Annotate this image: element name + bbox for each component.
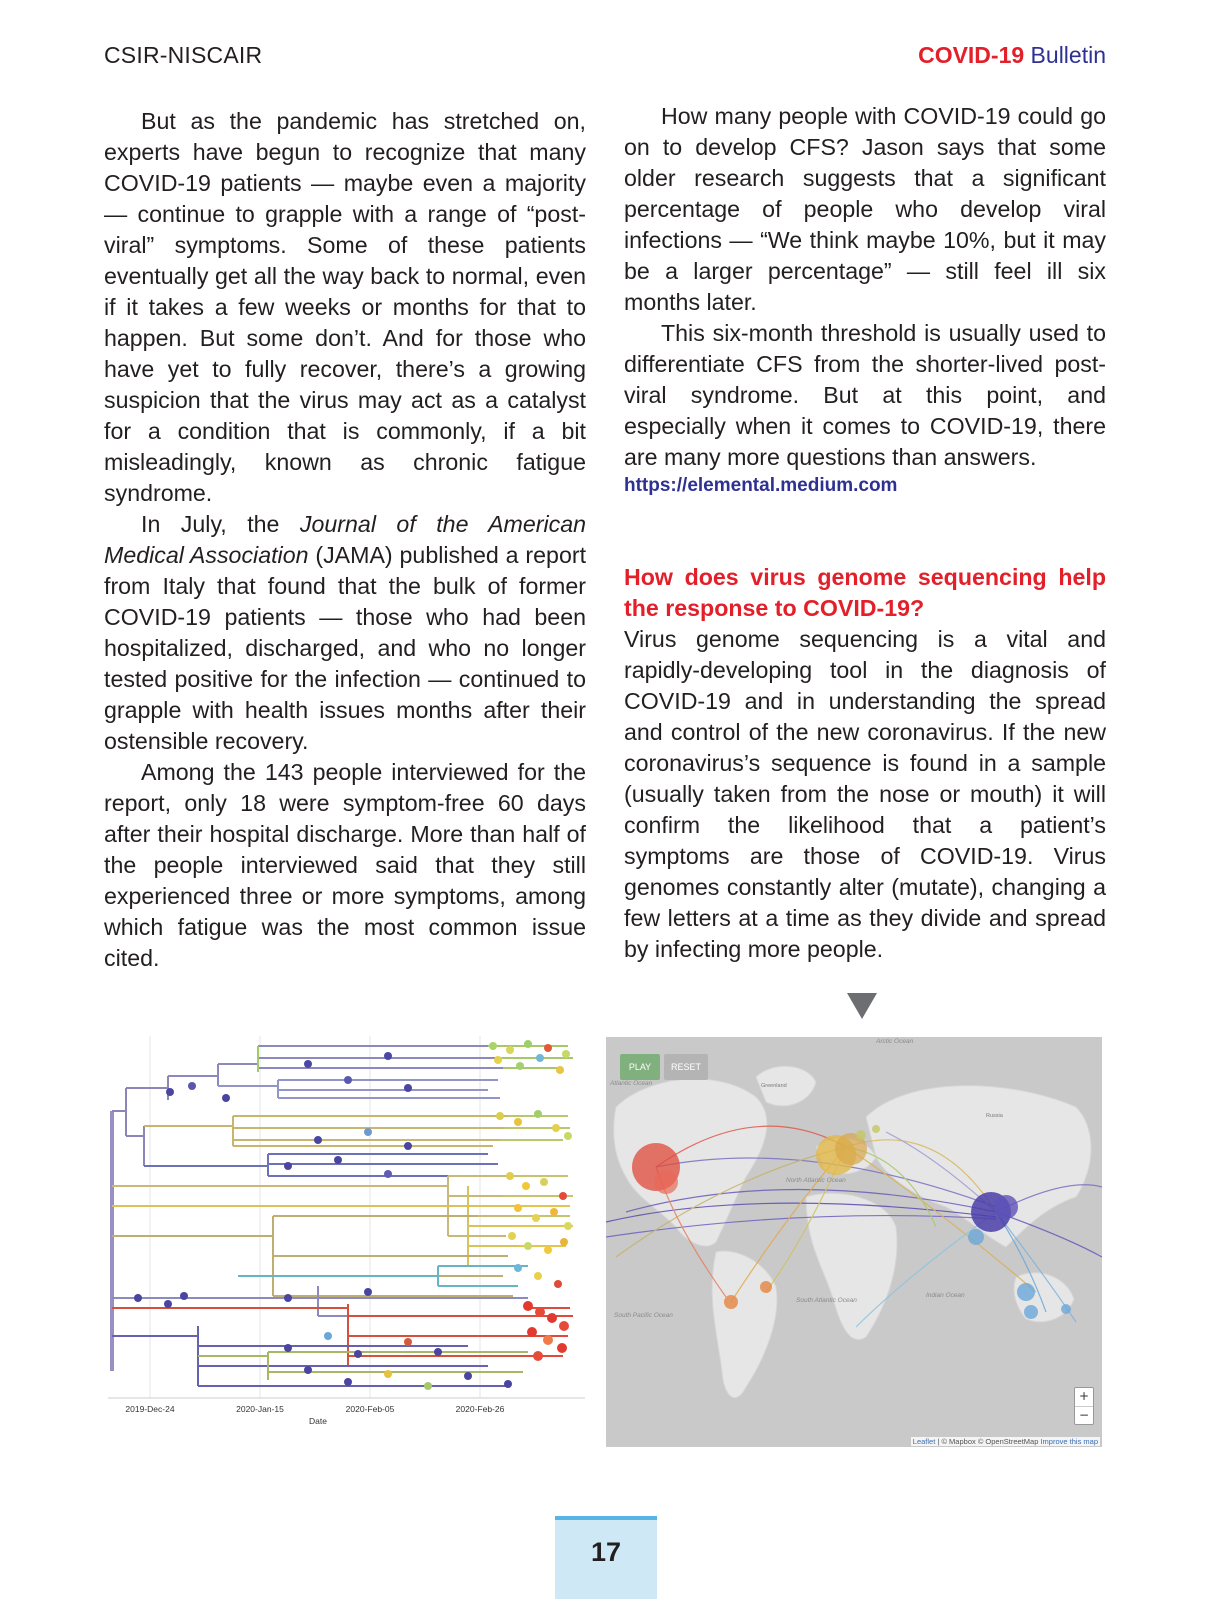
zoom-in-button[interactable]: + xyxy=(1075,1388,1093,1407)
world-map xyxy=(606,1037,1102,1447)
tree-x-tick-4: 2020-Feb-26 xyxy=(455,1404,505,1414)
bulletin-title xyxy=(918,42,1106,69)
publisher-name: CSIR-NISCAIR xyxy=(104,42,263,68)
play-button[interactable]: PLAY xyxy=(620,1054,660,1080)
map-label-indian: Indian Ocean xyxy=(926,1292,965,1299)
attribution-text: | © Mapbox © OpenStreetMap xyxy=(935,1437,1041,1446)
bulletin-subtitle: Bulletin xyxy=(1024,42,1106,68)
left-paragraph-2-start: In July, the xyxy=(141,511,300,537)
transmission-map-figure xyxy=(606,1037,1102,1447)
map-label-south-pacific: South Pacific Ocean xyxy=(614,1312,673,1319)
map-label-arctic: Arctic Ocean xyxy=(876,1038,914,1045)
map-label-north-atlantic: North Atlantic Ocean xyxy=(786,1177,846,1184)
leaflet-link[interactable]: Leaflet xyxy=(912,1437,936,1446)
tree-x-tick-1: 2019-Dec-24 xyxy=(125,1404,175,1414)
down-arrow-icon xyxy=(847,993,877,1019)
map-label-south-atlantic: South Atlantic Ocean xyxy=(796,1297,857,1304)
left-column xyxy=(104,106,586,974)
reset-button[interactable]: RESET xyxy=(664,1054,708,1080)
left-paragraph-2 xyxy=(104,509,586,757)
source-link[interactable]: https://elemental.medium.com xyxy=(624,475,898,496)
phylogenetic-tree-figure xyxy=(108,1036,585,1450)
map-attribution xyxy=(911,1437,1100,1446)
right-paragraph-1: How many people with COVID-19 could go on to develop CFS? Jason says that some older research suggests that a significant percentage of people who develop viral infections — “We think maybe 10%, but it may be a larger percentage” — still feel ill six months later. xyxy=(624,103,1106,315)
tree-x-tick-2: 2020-Jan-15 xyxy=(236,1404,284,1414)
left-paragraph-3: Among the 143 people interviewed for the report, only 18 were symptom-free 60 days after their hospital discharge. More than half of the people interviewed said that they still experienced three or more symptoms, among which fatigue was the most common issue cited. xyxy=(104,759,586,971)
left-paragraph-2-end: (JAMA) published a report from Italy that found that the bulk of former COVID-19 patients — those who had been hospitalized, discharged, and who no longer tested positive for the infection — continued to grapple with health issues months after their ostensible recovery. xyxy=(104,542,587,754)
tree-x-tick-3: 2020-Feb-05 xyxy=(345,1404,395,1414)
zoom-control xyxy=(1074,1387,1094,1425)
section-heading: How does virus genome sequencing help the response to COVID-19? xyxy=(624,564,1106,621)
journal-name: Journal of the American Medical Association xyxy=(104,511,586,568)
page-number: 17 xyxy=(555,1516,657,1599)
bulletin-brand: COVID-19 xyxy=(918,42,1025,68)
map-label-greenland: Greenland xyxy=(761,1083,787,1089)
map-label-atlantic-left: Atlantic Ocean xyxy=(610,1080,653,1087)
right-paragraph-2: This six-month threshold is usually used to differentiate CFS from the shorter-lived post-viral syndrome. But at this point, and especially when it comes to COVID-19, there are many more questions than answers. xyxy=(624,320,1106,470)
improve-map-link[interactable]: Improve this map xyxy=(1040,1437,1098,1446)
map-label-russia: Russia xyxy=(986,1113,1003,1119)
zoom-out-button[interactable]: − xyxy=(1078,1408,1090,1422)
tree-x-axis-label: Date xyxy=(309,1416,327,1426)
left-paragraph-1: But as the pandemic has stretched on, experts have begun to recognize that many COVID-19 patients — maybe even a majority — continue to grapple with a range of “post-viral” symptoms. Some of these patients eventually get all the way back to normal, even if it takes a few weeks or months for that to happen. But some don’t. And for those who have yet to fully recover, there’s a growing suspicion that the virus may act as a catalyst for a condition that is commonly, if a bit misleadingly, known as chronic fatigue syndrome. xyxy=(104,108,586,506)
right-paragraph-3: Virus genome sequencing is a vital and rapidly-developing tool in the diagnosis of COVID-19 and in understanding the spread and control of the new coronavirus. If the new coronavirus’s sequence is found in a sample (usually taken from the nose or mouth) it will confirm the likelihood that a patient’s symptoms are those of COVID-19. Virus genomes constantly alter (mutate), changing a few letters at a time as they divide and spread by infecting more people. xyxy=(624,626,1106,962)
right-column xyxy=(624,101,1106,965)
